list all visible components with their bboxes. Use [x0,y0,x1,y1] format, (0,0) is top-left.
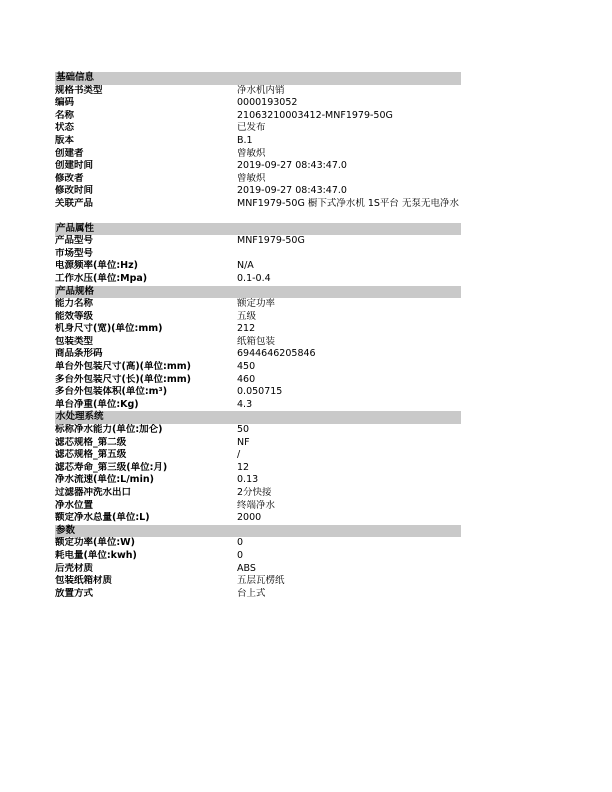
spec-row [55,575,461,588]
spec-value: 0 [237,549,244,561]
spec-value: 0.050715 [237,386,283,398]
spec-value: MNF1979-50G [237,235,305,247]
spec-label: 能力名称 [55,298,94,310]
spec-value: 已发布 [237,122,266,134]
spec-row [55,437,461,450]
spec-label: 多台外包装体积(单位:m³) [55,386,168,398]
section-title: 基础信息 [55,72,461,85]
spec-label: 机身尺寸(宽)(单位:mm) [55,323,163,335]
spec-value: 五层瓦楞纸 [237,575,285,587]
spec-label: 额定功率(单位:W) [55,537,135,549]
spec-row [55,173,461,186]
spec-value: 4.3 [237,398,253,410]
spec-value [237,248,461,261]
spec-row [55,512,461,525]
spec-value: 50 [237,424,250,436]
spec-value: ABS [237,562,256,574]
spec-value: 0.1-0.4 [237,272,271,284]
spec-value: 12 [237,461,250,473]
spec-row [55,323,461,336]
section-title: 产品规格 [55,286,461,299]
spec-value: 曾敏炽 [237,172,266,184]
spec-label: 编码 [55,97,75,109]
spec-value: 0 [237,537,244,549]
spec-label: 创建者 [55,147,84,159]
spec-value: 2000 [237,512,262,524]
spec-label: 能效等级 [55,310,94,322]
spec-value: 额定功率 [237,298,276,310]
spec-label: 额定净水总量(单位:L) [55,512,150,524]
spec-value: 纸箱包装 [237,335,276,347]
spec-label: 包装纸箱材质 [55,575,113,587]
spec-label: 净水位置 [55,499,94,511]
spec-row [55,148,461,161]
spec-label: 产品型号 [55,235,94,247]
spec-row [55,474,461,487]
spec-value: 五级 [237,310,257,322]
spec-label: 状态 [55,122,75,134]
spec-value: 2019-09-27 08:43:47.0 [237,185,347,197]
spec-label: 净水流速(单位:L/min) [55,474,154,486]
spec-value: B.1 [237,134,253,146]
spec-row [55,298,461,311]
section-title: 水处理系统 [55,411,461,424]
spec-row [55,399,461,412]
section-title: 产品属性 [55,223,461,236]
spec-value: 21063210003412-MNF1979-50G [237,109,393,121]
spec-label: 规格书类型 [55,84,103,96]
spec-row [55,537,461,550]
spec-value: 0000193052 [237,97,298,109]
spec-label: 滤芯寿命_第三级(单位:月) [55,461,168,473]
spec-label: 包装类型 [55,335,94,347]
spec-row [55,336,461,349]
spec-label: 标称净水能力(单位:加仑) [55,424,163,436]
spec-row [55,374,461,387]
section-title: 参数 [55,525,461,538]
spec-value: N/A [237,260,254,272]
spec-label: 电源频率(单位:Hz) [55,260,138,272]
spec-row [55,588,461,601]
section [55,72,461,211]
spec-row [55,563,461,576]
spec-row [55,185,461,198]
section [55,223,461,286]
spec-label: 滤芯规格_第五级 [55,449,127,461]
spec-value: 净水机内销 [237,84,285,96]
spec-row [55,135,461,148]
spec-row [55,449,461,462]
spec-row [55,248,461,261]
spec-value: 台上式 [237,587,266,599]
spec-row [55,97,461,110]
spec-value: 2分快接 [237,487,272,498]
spec-label: 过滤器冲洗水出口 [55,487,132,498]
spec-label: 放置方式 [55,587,94,599]
spec-row [55,85,461,98]
spec-row [55,487,461,500]
section [55,411,461,524]
spec-row [55,462,461,475]
spec-value: MNF1979-50G 橱下式净水机 1S平台 无泵无电净水 [237,197,459,209]
spec-label: 修改时间 [55,185,94,197]
spec-value: 曾敏炽 [237,147,266,159]
spec-row [55,386,461,399]
spec-row [55,424,461,437]
spec-row [55,361,461,374]
spec-row [55,160,461,173]
spec-value: 0.13 [237,474,259,486]
spec-label: 工作水压(单位:Mpa) [55,272,148,284]
spec-value: 2019-09-27 08:43:47.0 [237,160,347,172]
spec-value: 6944646205846 [237,348,316,360]
spec-label: 创建时间 [55,160,94,172]
spec-label: 耗电量(单位:kwh) [55,549,137,561]
spec-value: 450 [237,361,256,373]
spec-label: 滤芯规格_第二级 [55,436,127,448]
spec-row [55,122,461,135]
spec-row [55,260,461,273]
spec-row [55,235,461,248]
spec-row [55,273,461,286]
spec-value: / [237,449,241,461]
spec-row [55,311,461,324]
spec-label: 单台外包装尺寸(高)(单位:mm) [55,361,191,373]
spec-label: 版本 [55,134,75,146]
spec-label: 商品条形码 [55,348,103,360]
spec-row [55,550,461,563]
spec-label: 名称 [55,109,75,121]
spec-label: 修改者 [55,172,84,184]
spec-row [55,500,461,513]
spec-value: 终端净水 [237,499,276,511]
section [55,525,461,601]
spec-label: 单台净重(单位:Kg) [55,398,139,410]
spec-label: 关联产品 [55,197,94,209]
spec-label: 市场型号 [55,247,94,259]
spec-label: 后壳材质 [55,562,94,574]
spec-row [55,110,461,123]
spec-row [55,348,461,361]
spec-value: 212 [237,323,256,335]
spec-row [55,198,461,211]
spec-value: NF [237,436,250,448]
section [55,286,461,412]
spec-value: 460 [237,373,256,385]
spec-sheet [55,72,461,600]
spec-label: 多台外包装尺寸(长)(单位:mm) [55,373,191,385]
